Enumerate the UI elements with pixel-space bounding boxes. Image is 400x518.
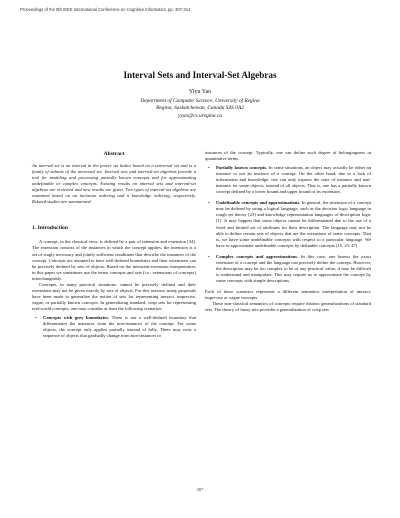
bullet-item-complex	[205, 254, 371, 284]
bullet-text: In some situations, an object may actually be either an instance or not an instance of a concept. On the other hand, due to a lack of information and knowledge, one can only express the state of instance and non-instance for some objects, instead of all objects. That is, one has a partially known concept defined by a lower bound and upper bound of its extension.	[216, 165, 371, 195]
bullet-icon: •	[208, 165, 210, 171]
section-heading-introduction: 1. Introduction	[32, 225, 68, 232]
bullet-term: Partially known concepts.	[216, 165, 268, 171]
paper-title: Interval Sets and Interval-Set Algebras	[123, 70, 277, 80]
bullet-item-grey-boundaries	[32, 315, 196, 339]
author-name: Yiyu Yao	[188, 89, 212, 95]
left-column	[32, 150, 196, 344]
affiliation-address: Regina, Saskatchewan, Canada S4S 0A2	[156, 105, 244, 112]
right-paragraph-1: Each of these scenarios represents a different semantics interpretation of inexact, imprecise or vague concepts.	[205, 288, 371, 300]
left-bullet-list	[32, 315, 196, 339]
affiliation-block	[0, 98, 400, 120]
bullet-text: There is not a well-defined boundary that differentiates the instances from the non-instances of the concept. For some objects, the concept only applies partially instead of fully. There may exist a sequence of objects that gradually change from non-instances to	[43, 314, 197, 339]
bullet-text: In this case, one knows the exact extension of a concept and the language can precisely define the concept. However, the description may be too complex to be of any practical value; it may be difficult to understand and manipulate. This may require us to approximate the concept by some concepts with simple descriptions.	[216, 253, 371, 283]
bullet-item-partially-known	[205, 165, 371, 195]
right-paragraph-continuation: instances of the concept. Typically, one can define such degree of belongingness in quantitative terms.	[205, 150, 371, 162]
intro-paragraph-2: Concepts, in many practical situations, cannot be precisely defined and their extensions may not be given exactly by sets of objects. For this reasons, many proposals have been made to generalize the notion of sets for representing inexact, imprecise, vague, or partially known concepts. In generalizing standard, crisp sets for representing real-world concepts, one may consider at least the following scenarios:	[32, 281, 196, 311]
bullet-term: Undefinable concepts and approximations.	[216, 200, 301, 206]
page-number: 307	[196, 487, 204, 492]
abstract-heading: Abstract	[103, 151, 125, 157]
right-paragraph-2: These non-classical semantics of concepts require distinct generalizations of standard sets. The theory of fuzzy sets provides a generalization of crisp sets	[205, 301, 371, 313]
bullet-text: In general, the intension of a concept may be defined by using a logical language, such as the decision logic language in rough set theory [23] and knowledge representation languages of description logic [1]. It may happen that some objects cannot be differentiated due to the use of a fixed and limited set of attributes for their description. The language may not be able to define certain sets of objects that are the extensions of some concepts. That is, we have some undefinable concepts with respect to a particular language. We have to approximate undefinable concepts by definable concepts [15, 23, 47].	[216, 200, 372, 248]
bullet-item-undefinable	[205, 200, 371, 248]
bullet-term: Complex concepts and approximations.	[216, 253, 299, 259]
right-bullet-list	[205, 165, 371, 284]
intro-paragraph-1: A concept, in the classical view, is defined by a pair of intension and extension [34]. The extension consists of the instances to which the concept applies; the intension is a set of singly necessary and jointly sufficient conditions that describe the instances of the concept. Concepts are assumed to have well-defined boundaries and their extensions can be precisely defined by sets of objects. Based on the intension-extension interpretation, in this paper we sometimes use the terms concepts and sets (i.e., extensions of concepts) interchangeably.	[32, 239, 196, 281]
author-email: yyao@cs.uregina.ca	[178, 112, 222, 119]
bullet-icon: •	[208, 200, 210, 206]
abstract-text: An interval set is an interval in the power set lattice based on a universal set and is a family of subsets of the universal set. Interval sets and interval-set algebras provide a tool for modeling and processing partially known concepts and for approximating undefinable or complex concepts. Existing results on interval sets and interval-set algebras are reviewed and new results are given. Two types of interval-set algebras are examined based on an inclusion ordering and a knowledge ordering, respectively. Related studies are summarized.	[32, 163, 196, 205]
bullet-term: Concepts with grey boundaries.	[43, 314, 110, 320]
affiliation-department: Department of Computer Science, University of Regina	[140, 98, 260, 104]
right-column	[205, 150, 371, 313]
bullet-icon: •	[35, 314, 37, 320]
bullet-icon: •	[208, 253, 210, 259]
proceedings-header: Proceedings of the 8th IEEE International Conference on Cognitive Informatics, pp. 307-314	[20, 7, 191, 12]
